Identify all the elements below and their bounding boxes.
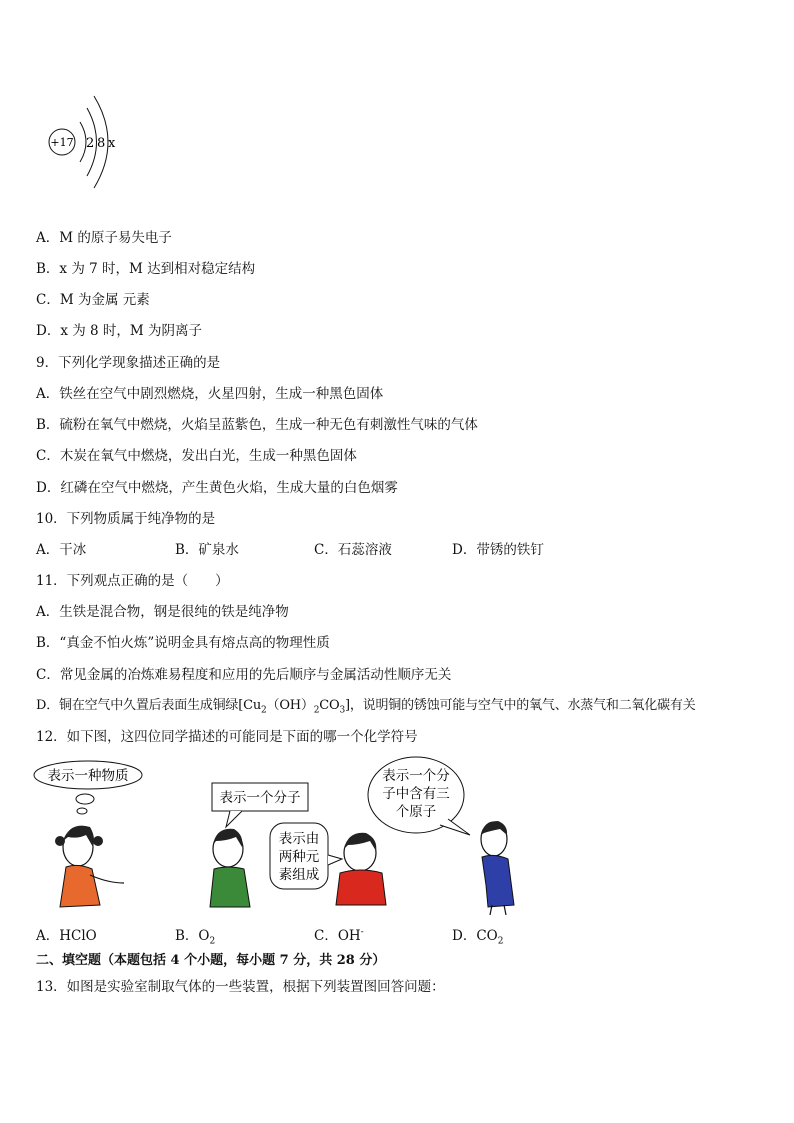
q9-option-b: B．硫粉在氧气中燃烧，火焰呈蓝紫色，生成一种无色有刺激性气味的气体 (36, 417, 478, 433)
q8-option-c: C．M 为金属 元素 (36, 292, 150, 308)
svg-text:表示由: 表示由 (278, 831, 320, 847)
nucleus-charge: +17 (50, 136, 74, 149)
q11-stem: 11．下列观点正确的是（ ） (36, 573, 229, 589)
q9-option-a: A．铁丝在空气中剧烈燃烧，火星四射，生成一种黑色固体 (36, 386, 384, 402)
q11-option-a: A．生铁是混合物，钢是很纯的铁是纯净物 (36, 604, 289, 620)
svg-text:两种元: 两种元 (278, 849, 320, 865)
q10-option-a: A．干冰 (36, 542, 87, 558)
girl-figure (55, 826, 124, 907)
q9-option-c: C．木炭在氧气中燃烧，发出白光，生成一种黑色固体 (36, 448, 357, 464)
boy1-figure (210, 829, 250, 907)
q12-option-b: B．$O_2$ (175, 928, 216, 947)
boy2-speech-bubble (270, 823, 342, 889)
q10-stem: 10．下列物质属于纯净物的是 (36, 511, 216, 527)
q11-option-b: B．“真金不怕火炼”说明金具有熔点高的物理性质 (36, 635, 330, 651)
man-figure (481, 821, 514, 915)
q8-option-b: B．x 为 7 时，M 达到相对稳定结构 (36, 261, 256, 277)
q12-option-c: C．OH- (314, 927, 364, 944)
shell-2-electrons: 8 (97, 136, 106, 151)
svg-text:表示一个分子: 表示一个分子 (219, 790, 301, 806)
man-speech-bubble (368, 757, 470, 835)
q9-option-d: D．红磷在空气中燃烧，产生黄色火焰，生成大量的白色烟雾 (36, 480, 398, 496)
q12-stem: 12．如下图，这四位同学描述的可能同是下面的哪一个化学符号 (36, 729, 418, 745)
svg-text:表示一个分: 表示一个分 (382, 768, 450, 784)
svg-text:表示一种物质: 表示一种物质 (47, 768, 129, 784)
shell-1-electrons: 2 (86, 136, 95, 151)
q9-stem: 9．下列化学现象描述正确的是 (36, 355, 221, 371)
q8-option-d: D．x 为 8 时，M 为阴离子 (36, 323, 203, 339)
atom-structure-diagram (42, 92, 142, 192)
svg-text:个原子: 个原子 (395, 804, 437, 820)
boy2-figure (336, 833, 386, 905)
q11-option-d: D．铜在空气中久置后表面生成铜绿$[Cu_2(OH)_2CO_3]$，说明铜的锈蚀可能与空气中的氧气、水蒸气和二氧化碳有关 (36, 698, 696, 716)
q11-option-c: C．常见金属的冶炼难易程度和应用的先后顺序与金属活动性顺序无关 (36, 667, 452, 683)
section-heading-fill-in: 二、填空题（本题包括 4 个小题，每小题 7 分，共 28 分） (36, 953, 386, 968)
q13-stem: 13．如图是实验室制取气体的一些装置，根据下列装置图回答问题： (36, 979, 445, 995)
q10-option-c: C．石蕊溶液 (314, 542, 392, 558)
q10-option-b: B．矿泉水 (175, 542, 239, 558)
svg-text:素组成: 素组成 (278, 867, 320, 883)
girl-thought-bubble (34, 761, 142, 814)
boy1-speech-bubble (212, 783, 308, 827)
shell-3-electrons: x (108, 136, 116, 151)
q12-option-a: A．HClO (36, 928, 97, 944)
q10-option-d: D．带锈的铁钉 (452, 542, 544, 558)
q8-option-a: A．M 的原子易失电子 (36, 230, 172, 246)
q12-option-d: D．$CO_2$ (452, 928, 504, 947)
svg-text:子中含有三: 子中含有三 (382, 786, 450, 802)
four-students-illustration (30, 755, 570, 920)
